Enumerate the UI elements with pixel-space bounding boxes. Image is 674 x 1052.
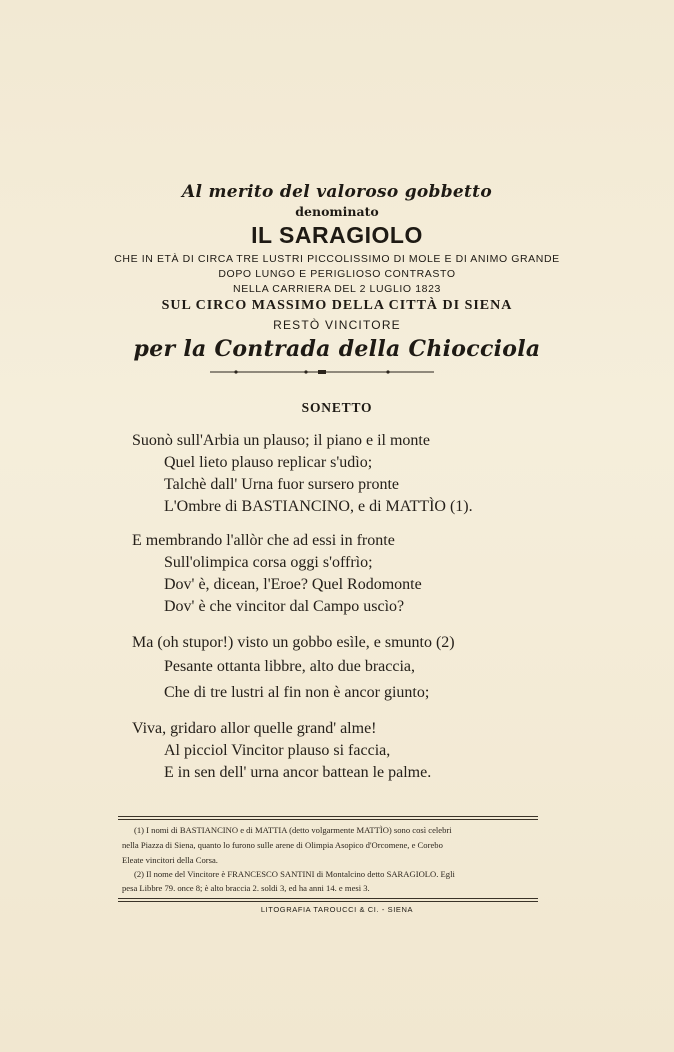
footnote-rule-bottom-inner xyxy=(118,901,538,902)
verse-line: Suonò sull'Arbia un plauso; il piano e il monte xyxy=(132,432,430,449)
footnote-rule-bottom xyxy=(118,898,538,899)
footnote-line: Eleate vincitori della Corsa. xyxy=(122,855,218,865)
verse-line: Sull'olimpica corsa oggi s'offrìo; xyxy=(164,554,373,571)
printer-imprint: LITOGRAFIA TAROUCCI & CI. - SIENA xyxy=(260,905,414,914)
verse-line: Ma (oh stupor!) visto un gobbo esìle, e smunto (2) xyxy=(132,634,455,651)
verse-line: E in sen dell' urna ancor battean le palme. xyxy=(164,764,432,781)
circo-line: SUL CIRCO MASSIMO DELLA CITTÀ DI SIENA xyxy=(161,298,513,313)
resto-line: RESTÒ VINCITORE xyxy=(273,318,401,332)
verse-line: Al picciol Vincitor plauso si faccia, xyxy=(164,742,391,759)
verse-line: L'Ombre di BASTIANCINO, e di MATTÌO (1). xyxy=(164,498,473,515)
footnote-rule-top-inner xyxy=(118,819,538,820)
contrada-line: per la Contrada della Chiocciola xyxy=(133,336,541,362)
verse-line: Dov' è, dicean, l'Eroe? Quel Rodomonte xyxy=(164,576,422,593)
verse-line: Pesante ottanta libbre, alto due braccia, xyxy=(164,658,416,675)
footnote-line: nella Piazza di Siena, quanto lo furono sulle arene di Olimpia Asopico d'Orcomene, e Corebo xyxy=(122,840,443,850)
verse-line: Viva, gridaro allor quelle grand' alme! xyxy=(132,720,377,737)
verse-line: Talchè dall' Urna fuor sursero pronte xyxy=(164,476,400,493)
footnote-rule-top xyxy=(118,816,538,817)
page-title: IL SARAGIOLO xyxy=(251,222,423,248)
sonnet-heading: SONETTO xyxy=(301,400,373,415)
verse-line: Che di tre lustri al fin non è ancor giunto; xyxy=(164,684,430,701)
caption-line-1: CHE IN ETÀ DI CIRCA TRE LUSTRI PICCOLISSIMO DI MOLE E DI ANIMO GRANDE xyxy=(114,253,560,265)
verse-line: Quel lieto plauso replicar s'udìo; xyxy=(164,454,373,471)
ornamental-divider xyxy=(210,368,434,376)
footnote-line: (1) I nomi di BASTIANCINO e di MATTIA (detto volgarmente MATTÌO) sono così celebri xyxy=(134,825,452,835)
denominato-line: denominato xyxy=(295,204,379,219)
caption-line-3: NELLA CARRIERA DEL 2 LUGLIO 1823 xyxy=(233,283,441,295)
verse-line: Dov' è che vincitor dal Campo uscìo? xyxy=(164,598,405,615)
caption-line-2: DOPO LUNGO E PERIGLIOSO CONTRASTO xyxy=(218,268,456,280)
footnote-line: (2) Il nome del Vincitore è FRANCESCO SANTINI di Montalcino detto SARAGIOLO. Egli xyxy=(134,869,455,879)
footnote-line: pesa Libbre 79. once 8; è alto braccia 2. soldi 3, ed ha anni 14. e mesi 3. xyxy=(122,883,370,893)
verse-line: E membrando l'allòr che ad essi in fronte xyxy=(132,532,395,549)
dedication-line: Al merito del valoroso gobbetto xyxy=(182,182,492,202)
